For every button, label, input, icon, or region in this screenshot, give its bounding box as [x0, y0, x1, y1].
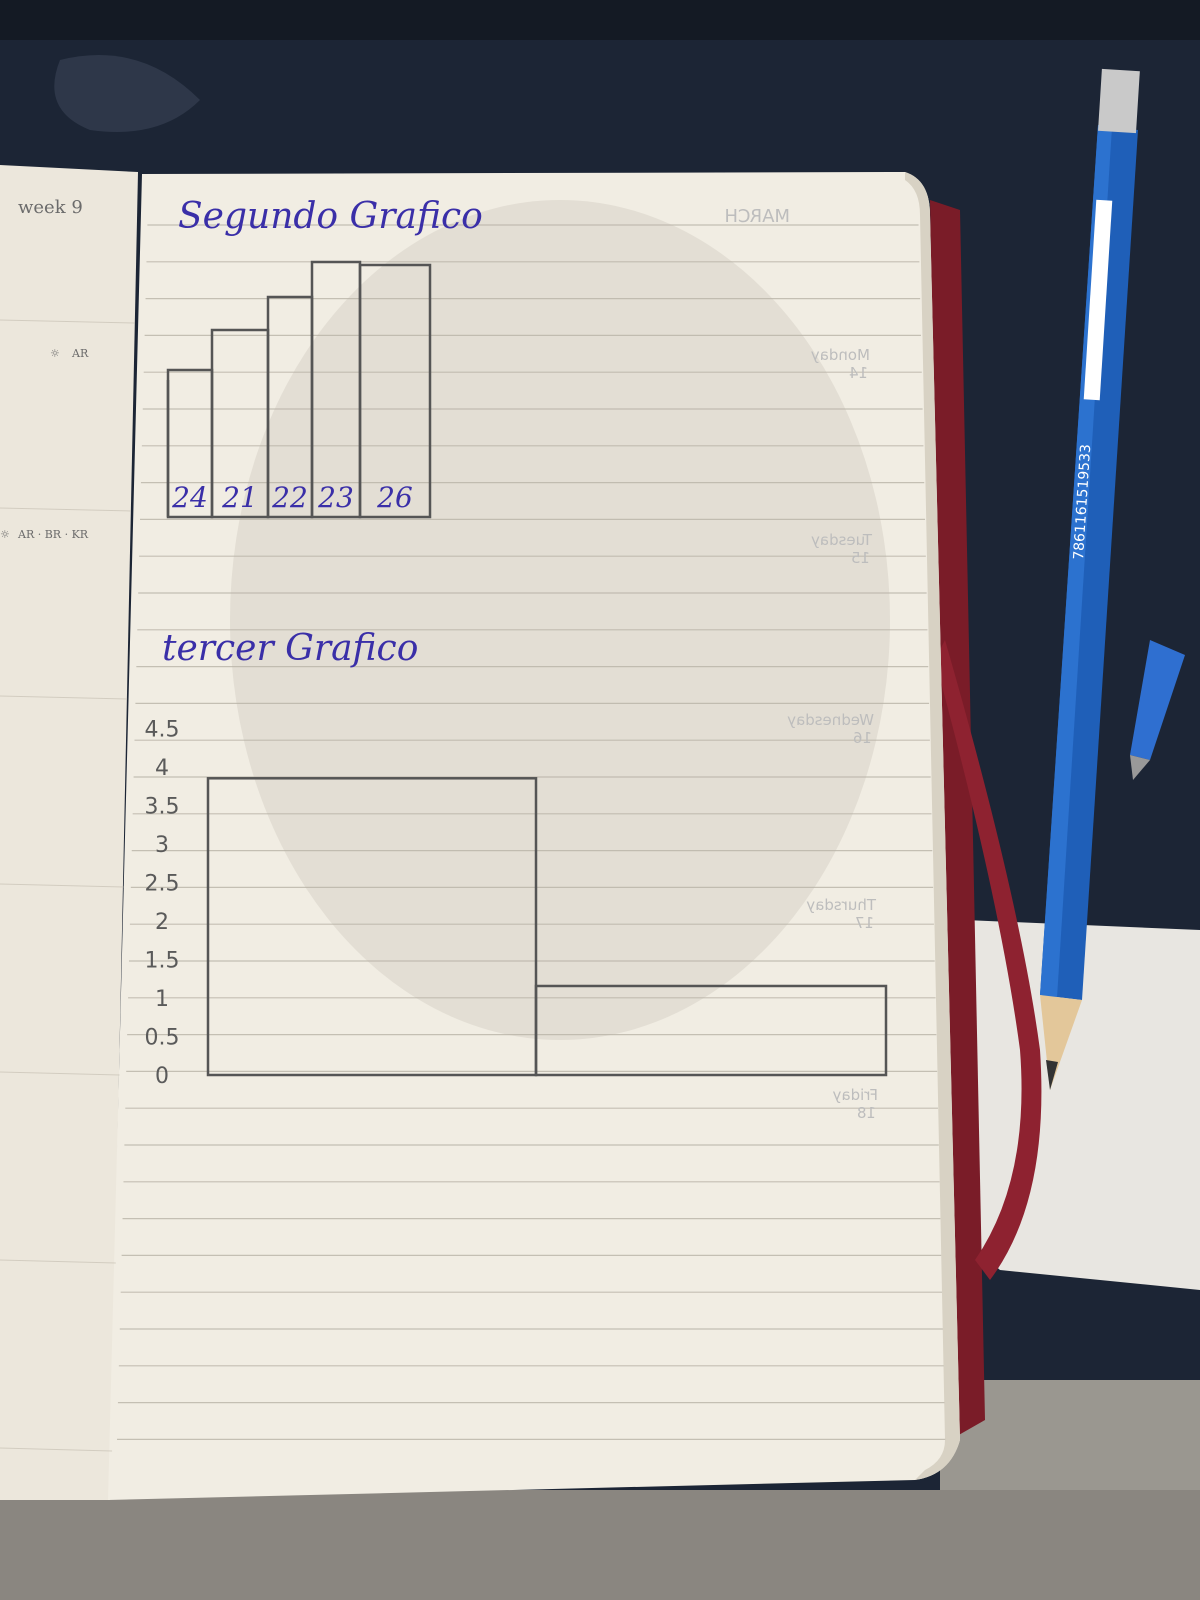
ghost-day-name: Thursday — [806, 896, 876, 914]
weather-row-1: AR — [72, 347, 89, 360]
chart3-y-tick: 3.5 — [144, 794, 180, 820]
chart3-y-tick: 2.5 — [144, 871, 180, 897]
chart3-y-tick: 0.5 — [144, 1025, 180, 1051]
ghost-day-num: 15 — [850, 549, 870, 567]
chart3-y-tick: 1.5 — [144, 948, 180, 974]
ghost-day-num: 18 — [856, 1104, 876, 1122]
chart-3-title: tercer Grafico — [162, 628, 419, 669]
chart2-bar-label: 21 — [222, 481, 258, 514]
desk-edge — [0, 0, 1200, 40]
ghost-day-name: Wednesday — [787, 711, 874, 729]
chart2-bar-label: 23 — [318, 481, 354, 514]
chart3-y-tick: 4.5 — [144, 717, 180, 743]
cloth-bottom — [0, 1490, 1200, 1600]
weather-row-2: AR · BR · KR — [18, 528, 89, 541]
chart2-bar-label: 24 — [172, 481, 208, 514]
ghost-day-num: 14 — [848, 364, 868, 382]
chart3-y-tick: 3 — [155, 833, 169, 858]
chart3-y-tick: 2 — [155, 910, 169, 935]
hand-shadow — [230, 200, 890, 1040]
chart2-bar-label: 26 — [377, 481, 413, 514]
chart3-y-tick: 4 — [155, 756, 169, 781]
weather-icon-2: ☼ — [0, 528, 10, 541]
ghost-day-name: Friday — [832, 1086, 878, 1104]
ghost-day-name: Monday — [810, 346, 870, 364]
chart3-y-tick: 1 — [155, 987, 169, 1012]
chart-2-title: Segundo Grafico — [178, 196, 483, 237]
ghost-day-name: Tuesday — [810, 531, 872, 549]
week-label: week 9 — [18, 197, 83, 218]
chart2-bar-label: 22 — [272, 481, 308, 514]
ghost-day-num: 16 — [852, 729, 872, 747]
weather-icon: ☼ — [50, 347, 60, 360]
ghost-month: MARCH — [724, 206, 790, 227]
chart3-y-tick: 0 — [155, 1064, 169, 1089]
ghost-day-num: 17 — [854, 914, 874, 932]
pencil-ferrule — [1098, 69, 1140, 133]
barcode-number: 7861161519533 — [1071, 443, 1095, 561]
